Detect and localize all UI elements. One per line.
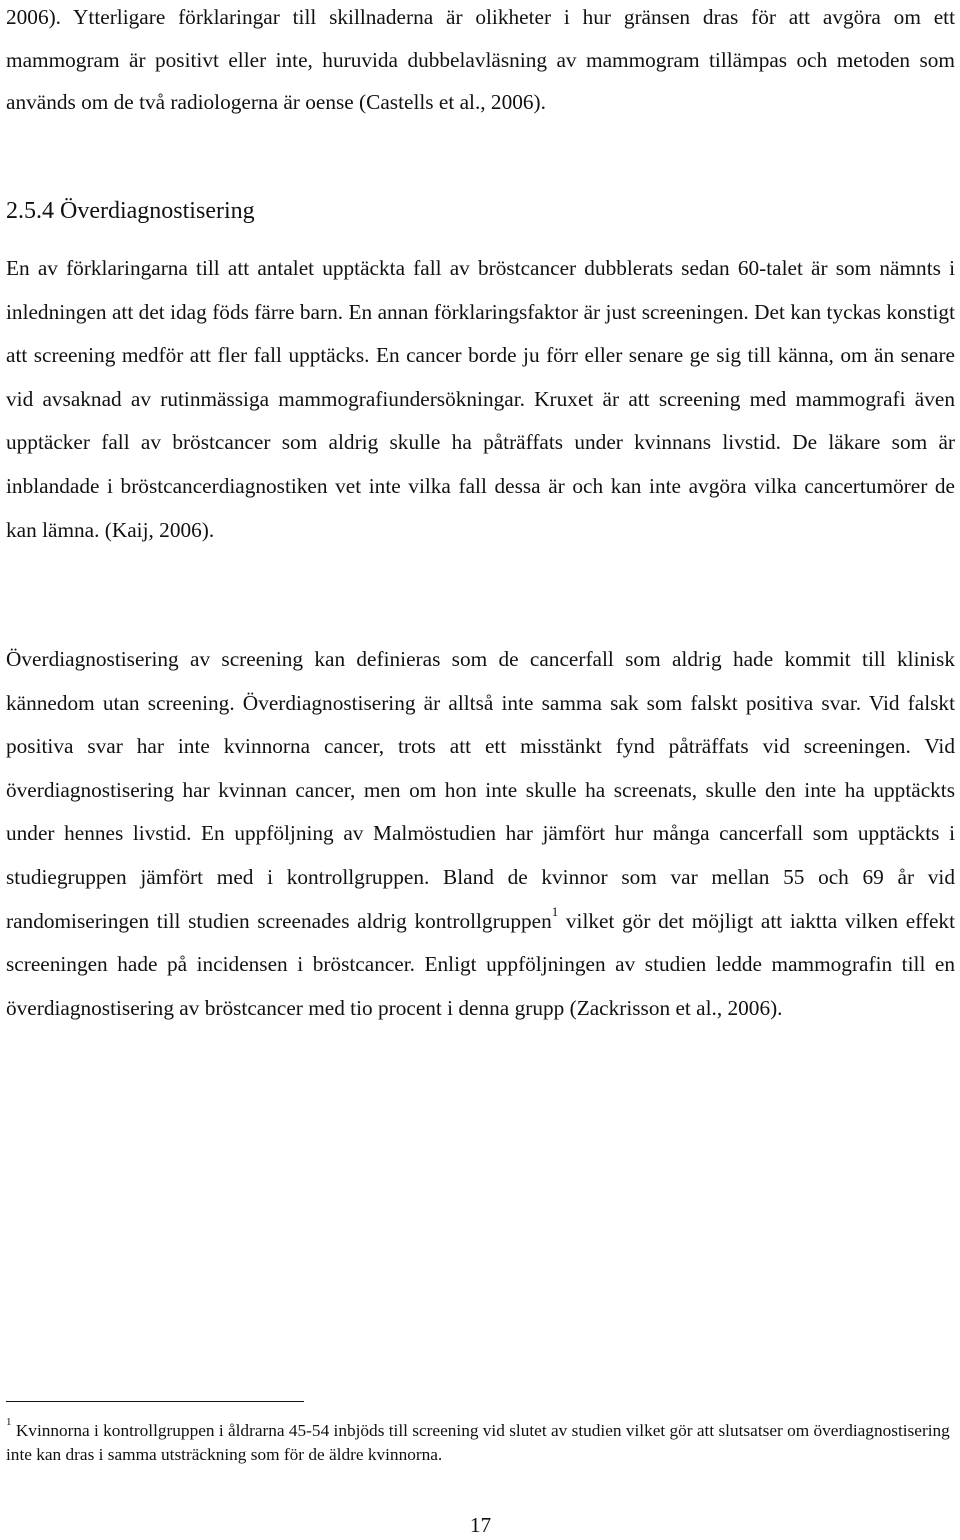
paragraph-2-text-start: Överdiagnostisering av screening kan definieras som de cancerfall som aldrig hade kommit till klinisk kännedom utan screening. Överdiagnostisering är alltså inte samma sak som falskt positiva svar. Vid falskt positiva svar har inte kvinnorna cancer, trots att ett misstänkt fynd påträffats vid screeningen. Vid överdiagnostisering har kvinnan cancer, men om hon inte skulle ha screenats, skulle den inte ha upptäckts under hennes livstid. En uppföljning av Malmöstudien har jämfört hur många cancerfall som upptäckts i studiegruppen jämfört med i kontrollgruppen. Bland de kvinnor som var mellan 55 och 69 år vid randomiseringen till studien screenades aldrig kontrollgruppen	[6, 647, 955, 933]
footnote	[6, 1416, 955, 1467]
body-paragraph-2	[6, 638, 955, 1030]
footnote-text: Kvinnorna i kontrollgruppen i åldrarna 45-54 inbjöds till screening vid slutet av studien vilket gör att slutsatser om överdiagnostisering inte kan dras i samma utsträckning som för de äldre kvinnorna.	[6, 1421, 950, 1464]
body-paragraph-1: En av förklaringarna till att antalet upptäckta fall av bröstcancer dubblerats sedan 60-talet är som nämnts i inledningen att det idag föds färre barn. En annan förklaringsfaktor är just screeningen. Det kan tyckas konstigt att screening medför att fler fall upptäcks. En cancer borde ju förr eller senare ge sig till känna, om än senare vid avsaknad av rutinmässiga mammografiundersökningar. Kruxet är att screening med mammografi även upptäcker fall av bröstcancer som aldrig skulle ha påträffats under kvinnans livstid. De läkare som är inblandade i bröstcancerdiagnostiken vet inte vilka fall dessa är och kan inte avgöra vilka cancertumörer de kan lämna. (Kaij, 2006).	[6, 256, 955, 542]
intro-paragraph: 2006). Ytterligare förklaringar till skillnaderna är olikheter i hur gränsen dras för att avgöra om ett mammogram är positivt eller inte, huruvida dubbelavläsning av mammogram tillämpas och metoden som används om de två radiologerna är oense (Castells et al., 2006).	[6, 5, 955, 114]
footnote-reference: 1	[551, 904, 559, 920]
section-heading: 2.5.4 Överdiagnostisering	[6, 198, 255, 224]
footnote-separator	[6, 1401, 304, 1402]
footnote-marker: 1	[6, 1416, 12, 1429]
page-number: 17	[469, 1513, 492, 1537]
paragraph-2-text-end: vilket gör det möjligt att iaktta vilken effekt screeningen hade på incidensen i bröstcancer. Enligt uppföljningen av studien ledde mammografin till en överdiagnostisering av bröstcancer med tio procent i denna grupp (Zackrisson et al., 2006).	[6, 908, 955, 1020]
